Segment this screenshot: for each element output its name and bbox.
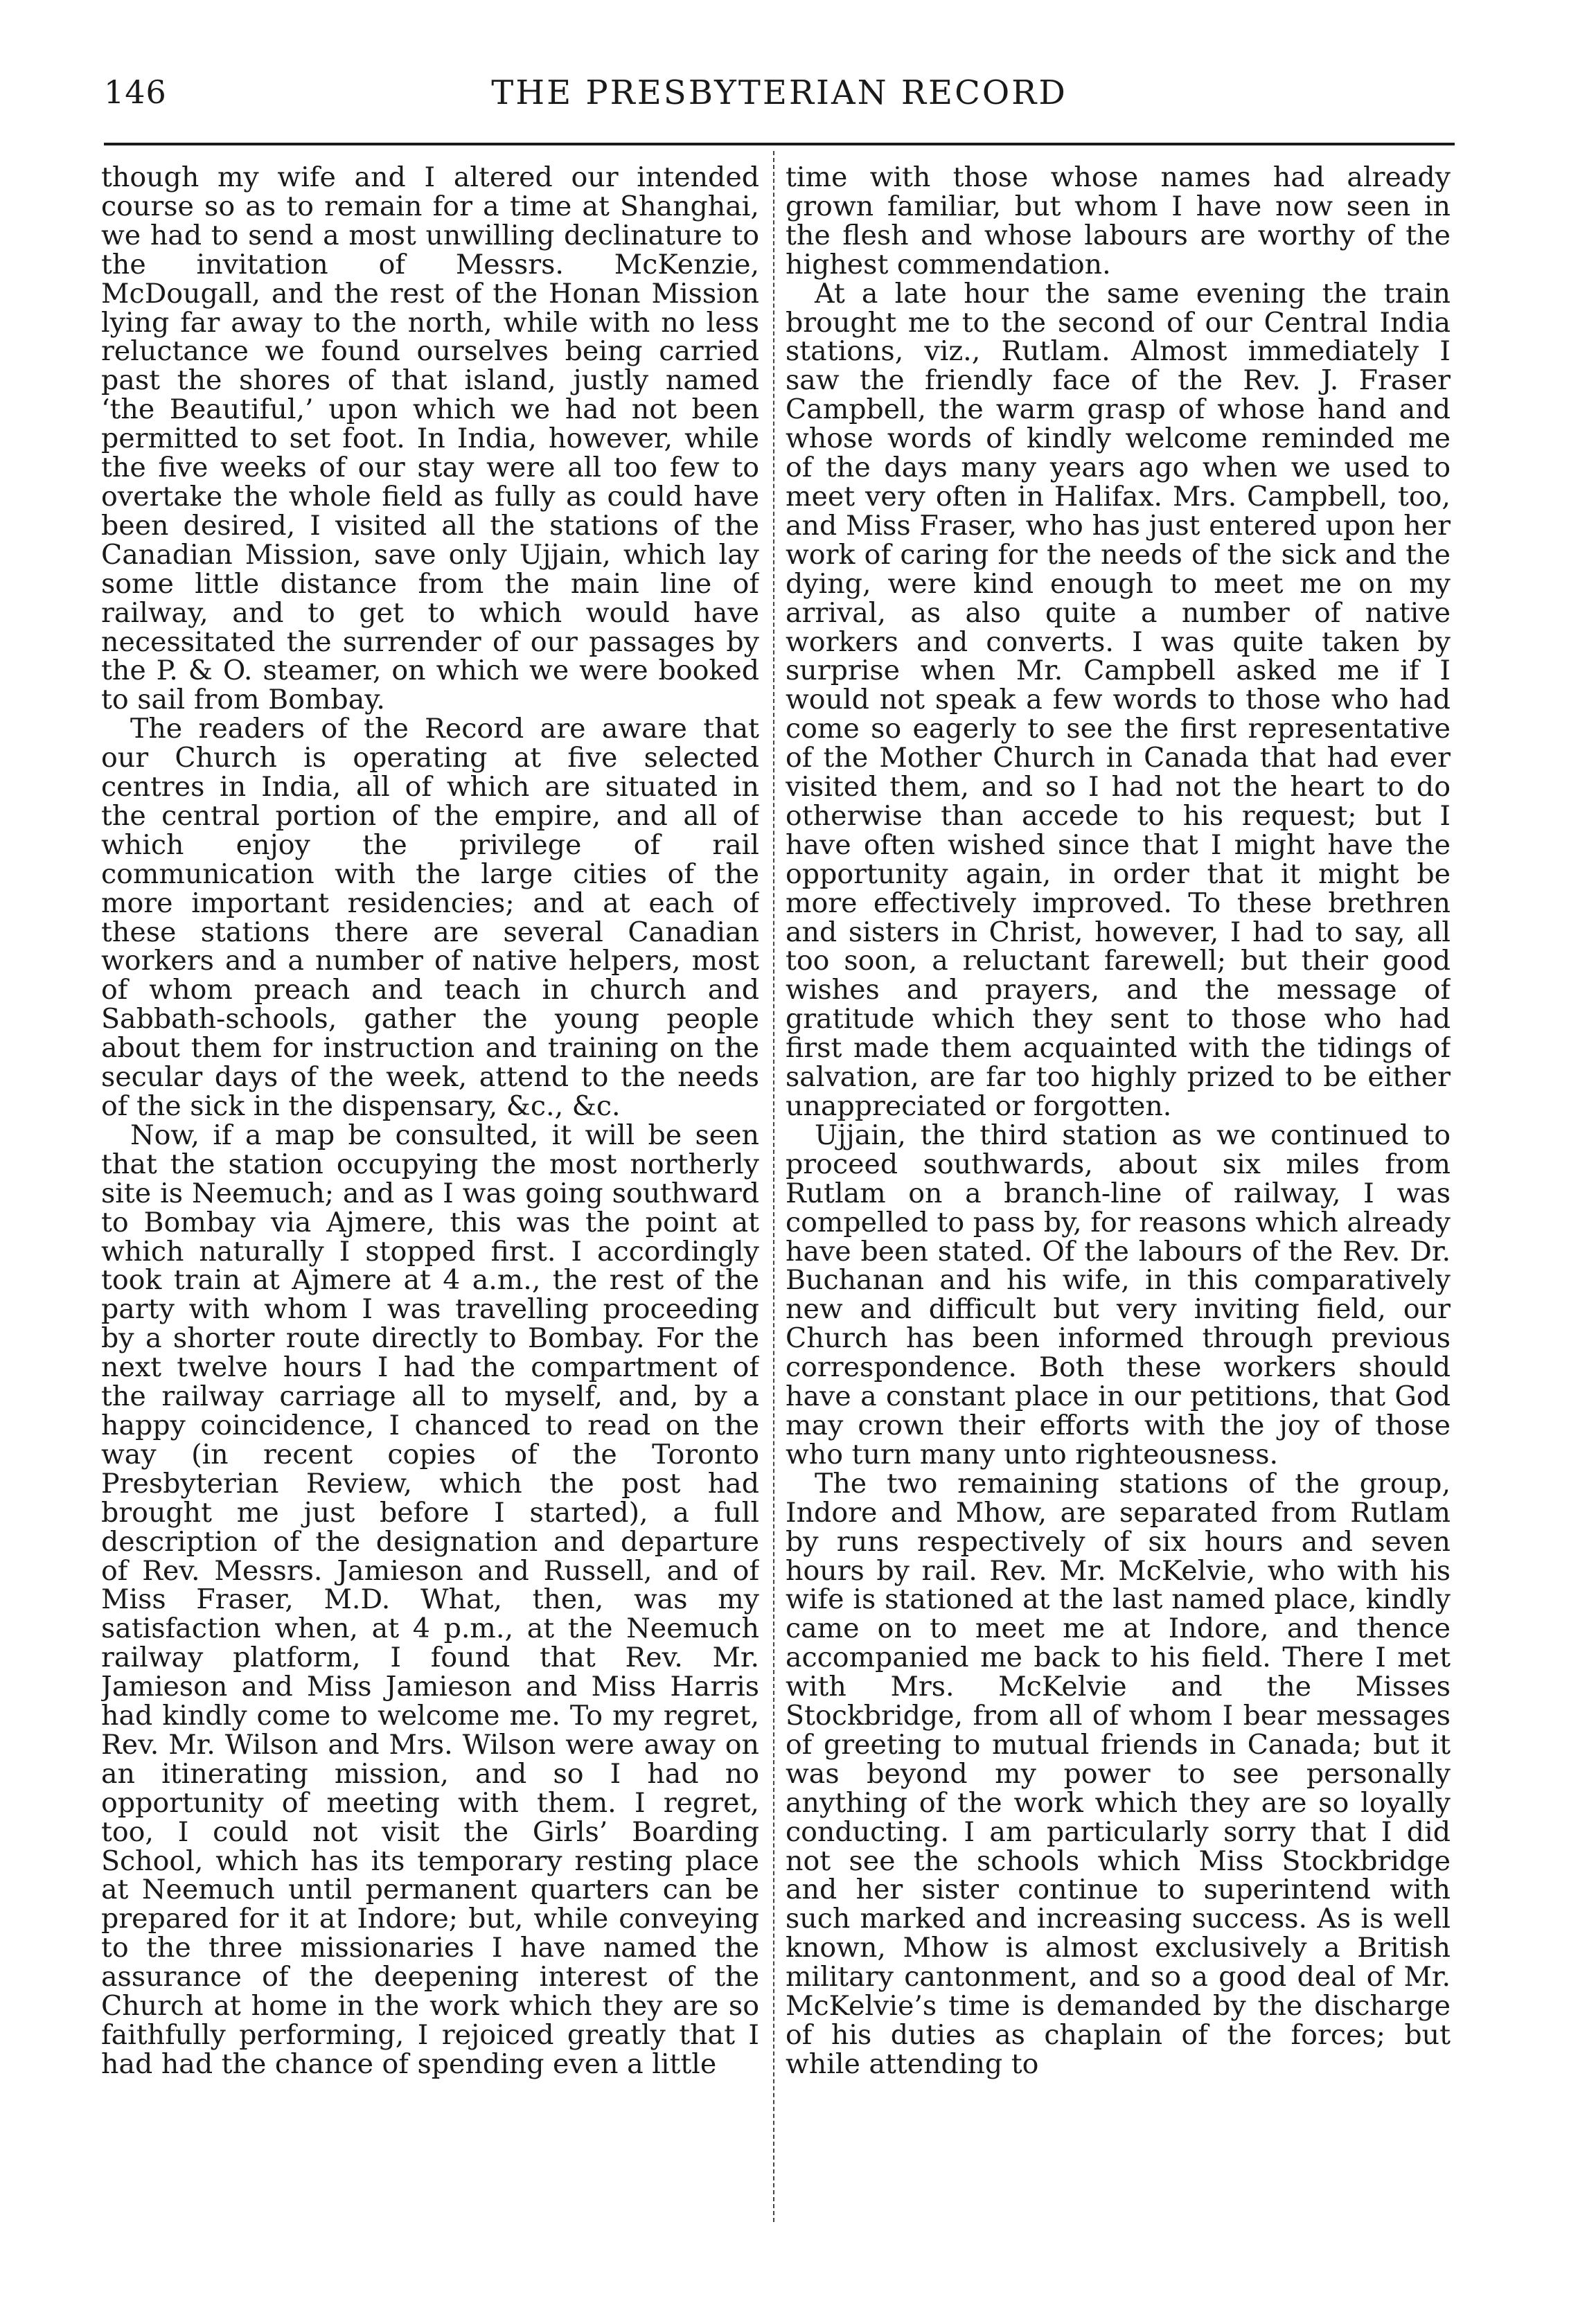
- paragraph: though my wife and I altered our intended course so as to remain for a time at Shanghai, we had to send a most unwilling declinature to the invitation of Messrs. McKenzie, McDougall, and the rest of the Honan Mission lying far away to the north, while with no less reluctance we found ourselves being carried past the shores of that island, justly named ‘the Beautiful,’ upon which we had not been permitted to set foot. In India, however, while the five weeks of our stay were all too few to overtake the whole field as fully as could have been desired, I visited all the stations of the Canadian Mission, save only Ujjain, which lay some little distance from the main line of railway, and to get to which would have necessitated the surrender of our passages by the P. & O. steamer, on which we were booked to sail from Bombay.: [101, 163, 759, 716]
- left-column: [101, 163, 759, 2228]
- paragraph: The two remaining stations of the group, Indore and Mhow, are separated from Rutlam by runs respectively of six hours and seven hours by rail. Rev. Mr. McKelvie, who with his wife is stationed at the last named place, kindly came on to meet me at Indore, and thence accompanied me back to his field. There I met with Mrs. McKelvie and the Misses Stockbridge, from all of whom I bear messages of greeting to mutual friends in Canada; but it was beyond my power to see personally anything of the work which they are so loyally conducting. I am particularly sorry that I did not see the schools which Miss Stockbridge and her sister continue to superintend with such marked and increasing success. As is well known, Mhow is almost exclusively a British military cantonment, and so a good deal of Mr. McKelvie’s time is demanded by the discharge of his duties as chaplain of the forces; but while attending to: [786, 1467, 1451, 2080]
- header-rule: [104, 143, 1455, 145]
- page-number: 146: [104, 73, 167, 111]
- journal-title: THE PRESBYTERIAN RECORD: [491, 73, 1067, 112]
- paragraph: At a late hour the same evening the train brought me to the second of our Central India stations, viz., Rutlam. Almost immediately I saw the friendly face of the Rev. J. Fraser Campbell, the warm grasp of whose hand and whose words of kindly welcome reminded me of the days many years ago when we used to meet very often in Halifax. Mrs. Campbell, too, and Miss Fraser, who has just entered upon her work of caring for the needs of the sick and the dying, were kind enough to meet me on my arrival, as also quite a number of native workers and converts. I was quite taken by surprise when Mr. Campbell asked me if I would not speak a few words to those who had come so eagerly to see the first representative of the Mother Church in Canada that had ever visited them, and so I had not the heart to do otherwise than accede to his request; but I have often wished since that I might have the opportunity again, in order that it might be more effectively improved. To these brethren and sisters in Christ, however, I had to say, all too soon, a reluctant farewell; but their good wishes and prayers, and the message of gratitude which they sent to those who had first made them acquainted with the tidings of salvation, are far too highly prized to be either unappreciated or forgotten.: [786, 277, 1451, 1122]
- column-divider: [773, 151, 774, 2222]
- paragraph: Ujjain, the third station as we continued to proceed southwards, about six miles from Rutlam on a branch-line of railway, I was compelled to pass by, for reasons which already have been stated. Of the labours of the Rev. Dr. Buchanan and his wife, in this comparatively new and difficult but very inviting field, our Church has been informed through previous correspondence. Both these workers should have a constant place in our petitions, that God may crown their efforts with the joy of those who turn many unto righteousness.: [786, 1119, 1451, 1471]
- right-column: [786, 163, 1451, 2228]
- paragraph: Now, if a map be consulted, it will be seen that the station occupying the most northerly site is Neemuch; and as I was going southward to Bombay via Ajmere, this was the point at which naturally I stopped first. I accordingly took train at Ajmere at 4 a.m., the rest of the party with whom I was travelling proceeding by a shorter route directly to Bombay. For the next twelve hours I had the compartment of the railway carriage all to myself, and, by a happy coincidence, I chanced to read on the way (in recent copies of the Toronto Presbyterian Review, which the post had brought me just before I started), a full description of the designation and departure of Rev. Messrs. Jamieson and Russell, and of Miss Fraser, M.D. What, then, was my satisfaction when, at 4 p.m., at the Neemuch railway platform, I found that Rev. Mr. Jamieson and Miss Jamieson and Miss Harris had kindly come to welcome me. To my regret, Rev. Mr. Wilson and Mrs. Wilson were away on an itinerating mission, and so I had no opportunity of meeting with them. I regret, too, I could not visit the Girls’ Boarding School, which has its temporary resting place at Neemuch until permanent quarters can be prepared for it at Indore; but, while conveying to the three missionaries I have named the assurance of the deepening interest of the Church at home in the work which they are so faithfully performing, I rejoiced greatly that I had had the chance of spending even a little: [101, 1119, 759, 2080]
- paragraph: The readers of the Record are aware that our Church is operating at five selected centres in India, all of which are situated in the central portion of the empire, and all of which enjoy the privilege of rail communication with the large cities of the more important residencies; and at each of these stations there are several Canadian workers and a number of native helpers, most of whom preach and teach in church and Sabbath-schools, gather the young people about them for instruction and training on the secular days of the week, attend to the needs of the sick in the dispensary, &c., &c.: [101, 713, 759, 1122]
- paragraph: time with those whose names had already grown familiar, but whom I have now seen in the flesh and whose labours are worthy of the highest commendation.: [786, 163, 1451, 281]
- page-header: [104, 69, 1455, 125]
